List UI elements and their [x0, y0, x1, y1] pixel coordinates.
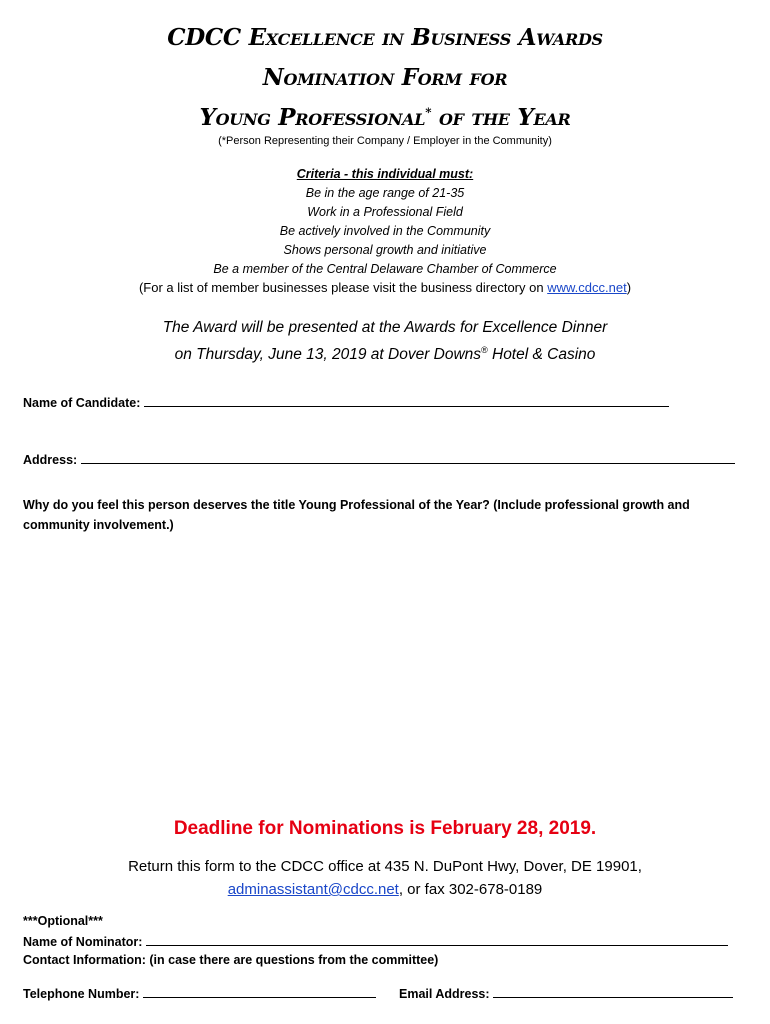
deadline-notice: Deadline for Nominations is February 28, 2019.	[173, 818, 597, 839]
form-title-line3	[0, 104, 770, 131]
candidate-name-field[interactable]	[144, 395, 669, 407]
nomination-response-area[interactable]	[23, 540, 748, 810]
telephone-label: Telephone Number:	[23, 987, 140, 1001]
return-contact	[0, 878, 770, 901]
telephone-field[interactable]	[143, 986, 376, 998]
nominator-name-field[interactable]	[146, 934, 728, 946]
award-date-text: on Thursday, June 13, 2019 at Dover Downs	[174, 346, 482, 364]
title-asterisk: *	[425, 105, 432, 120]
criteria-item: Shows personal growth and initiative	[283, 243, 487, 257]
email-row	[399, 986, 733, 1001]
candidate-name-row	[23, 395, 669, 410]
directory-note-text: (For a list of member businesses please visit the business directory on	[138, 280, 548, 295]
registered-mark: ®	[481, 345, 488, 355]
title-award-name: Young Professional	[199, 104, 426, 131]
directory-note-close: )	[626, 280, 632, 295]
address-field[interactable]	[81, 452, 735, 464]
form-title-line2: Nomination Form for	[262, 64, 508, 91]
email-field[interactable]	[493, 986, 733, 998]
optional-label: ***Optional***	[23, 914, 103, 928]
nominator-name-label: Name of Nominator:	[23, 935, 143, 949]
fax-text: , or fax 302-678-0189	[398, 881, 543, 898]
address-label: Address:	[23, 453, 78, 467]
nominator-name-row	[23, 934, 728, 949]
form-title-line1: CDCC Excellence in Business Awards	[167, 24, 603, 51]
criteria-block	[0, 165, 770, 279]
criteria-item: Be a member of the Central Delaware Chamber of Commerce	[213, 262, 557, 276]
criteria-heading: Criteria - this individual must:	[296, 167, 474, 181]
address-row	[23, 452, 735, 467]
return-address: Return this form to the CDCC office at 435 N. DuPont Hwy, Dover, DE 19901,	[128, 858, 642, 875]
person-note: (*Person Representing their Company / Employer in the Community)	[218, 135, 552, 147]
criteria-item: Be in the age range of 21-35	[305, 186, 465, 200]
criteria-item: Work in a Professional Field	[307, 205, 463, 219]
contact-info-label: Contact Information: (in case there are questions from the committee)	[23, 953, 439, 967]
cdcc-website-link[interactable]: www.cdcc.net	[547, 280, 627, 295]
award-info	[0, 316, 770, 366]
criteria-item: Be actively involved in the Community	[279, 224, 491, 238]
telephone-row	[23, 986, 376, 1001]
award-line1: The Award will be presented at the Awards for Excellence Dinner	[162, 319, 608, 336]
award-line2	[0, 339, 770, 366]
return-instructions	[0, 855, 770, 901]
email-label: Email Address:	[399, 987, 490, 1001]
title-award-suffix: of the Year	[431, 104, 571, 131]
member-directory-note	[0, 280, 770, 295]
candidate-name-label: Name of Candidate:	[23, 396, 141, 410]
award-venue-text: Hotel & Casino	[487, 346, 596, 364]
admin-email-link[interactable]: adminassistant@cdcc.net	[227, 881, 399, 898]
nomination-question: Why do you feel this person deserves the title Young Professional of the Year? (Include professional growth and community involvement.)	[23, 498, 690, 532]
